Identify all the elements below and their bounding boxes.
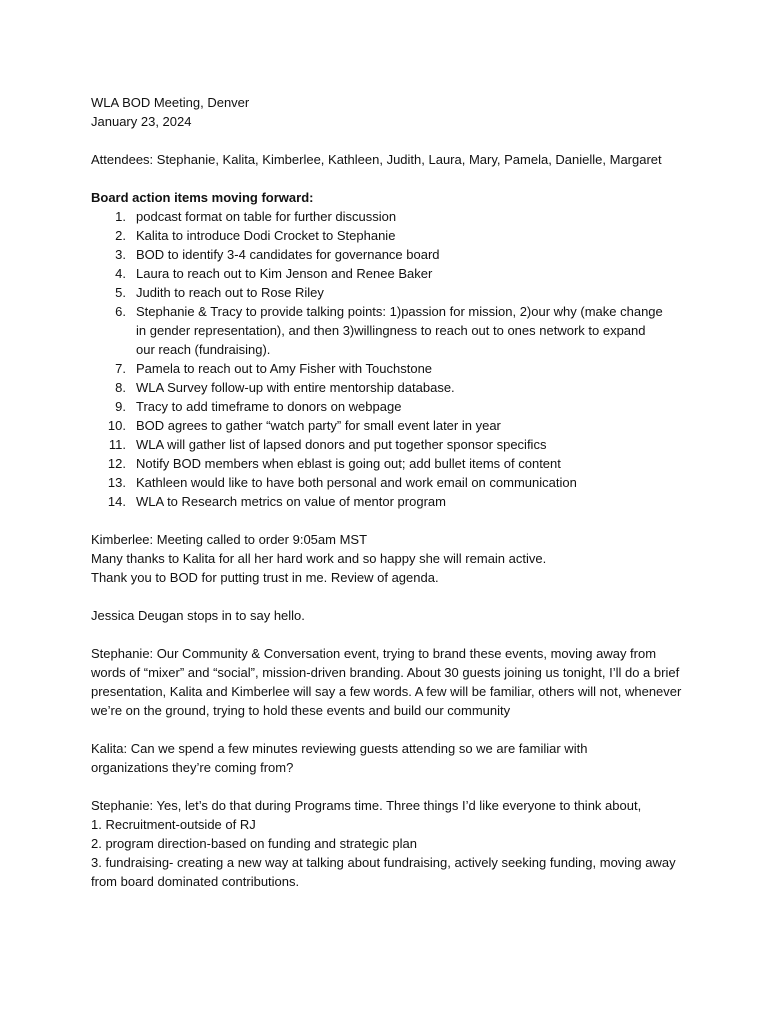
list-item-number: 3. xyxy=(115,247,126,262)
list-item xyxy=(91,302,666,359)
list-item-text: WLA will gather list of lapsed donors and put together sponsor specifics xyxy=(136,437,547,452)
meeting-date: January 23, 2024 xyxy=(91,114,192,129)
kimberlee-line: Kimberlee: Meeting called to order 9:05am MST xyxy=(91,532,368,547)
list-item-text: WLA Survey follow-up with entire mentorship database. xyxy=(136,380,455,395)
list-item-number: 4. xyxy=(115,266,126,281)
list-item-text: Laura to reach out to Kim Jenson and Renee Baker xyxy=(136,266,433,281)
list-item-number: 1. xyxy=(115,209,126,224)
list-item xyxy=(91,397,691,416)
list-item-number: 9. xyxy=(115,399,126,414)
action-items-list xyxy=(91,207,691,511)
list-item-text: Kathleen would like to have both personal and work email on communication xyxy=(136,475,577,490)
meeting-title: WLA BOD Meeting, Denver xyxy=(91,95,250,110)
list-item-number: 7. xyxy=(115,361,126,376)
list-item-number: 5. xyxy=(115,285,126,300)
list-item-text: Judith to reach out to Rose Riley xyxy=(136,285,324,300)
list-item-number: 8. xyxy=(115,380,126,395)
jessica-paragraph xyxy=(91,606,691,625)
list-item-text: Tracy to add timeframe to donors on webpage xyxy=(136,399,402,414)
list-item-text: Notify BOD members when eblast is going out; add bullet items of content xyxy=(136,456,561,471)
kimberlee-line: Many thanks to Kalita for all her hard work and so happy she will remain active. xyxy=(91,551,547,566)
list-item xyxy=(91,416,691,435)
stephanie-programs-line: 1. Recruitment-outside of RJ xyxy=(91,817,256,832)
list-item xyxy=(91,454,691,473)
list-item xyxy=(91,264,691,283)
list-item-text: Pamela to reach out to Amy Fisher with Touchstone xyxy=(136,361,433,376)
list-item-text: Kalita to introduce Dodi Crocket to Stephanie xyxy=(136,228,396,243)
stephanie-programs-paragraph xyxy=(91,796,686,891)
action-items-section xyxy=(91,188,691,511)
stephanie-programs-line: 3. fundraising- creating a new way at talking about fundraising, actively seeking funding, moving away from board dominated contributions. xyxy=(91,855,676,889)
list-item-number: 11. xyxy=(108,437,126,452)
list-item-number: 14. xyxy=(107,494,126,509)
stephanie-programs-line: 2. program direction-based on funding and strategic plan xyxy=(91,836,417,851)
attendees-paragraph xyxy=(91,150,691,169)
list-item xyxy=(91,207,691,226)
stephanie-programs-line: Stephanie: Yes, let’s do that during Programs time. Three things I’d like everyone to think about, xyxy=(91,798,642,813)
jessica-line: Jessica Deugan stops in to say hello. xyxy=(91,608,305,623)
list-item xyxy=(91,435,691,454)
list-item-text: Stephanie & Tracy to provide talking points: 1)passion for mission, 2)our why (make change in gender representation), and then 3)willingness to reach out to ones network to expand our reach (fundraising). xyxy=(136,304,663,357)
kimberlee-line: Thank you to BOD for putting trust in me. Review of agenda. xyxy=(91,570,439,585)
kalita-paragraph xyxy=(91,739,631,777)
list-item-number: 10. xyxy=(107,418,126,433)
document-header xyxy=(91,93,691,131)
list-item-text: WLA to Research metrics on value of mentor program xyxy=(136,494,446,509)
stephanie-event-paragraph xyxy=(91,644,683,720)
list-item xyxy=(91,245,691,264)
list-item-text: BOD agrees to gather “watch party” for small event later in year xyxy=(136,418,501,433)
action-items-heading: Board action items moving forward: xyxy=(91,190,314,205)
list-item xyxy=(91,492,691,511)
list-item-text: BOD to identify 3-4 candidates for governance board xyxy=(136,247,440,262)
list-item-number: 6. xyxy=(115,304,126,319)
kalita-text: Kalita: Can we spend a few minutes reviewing guests attending so we are familiar with organizations they’re coming from? xyxy=(91,741,588,775)
list-item xyxy=(91,473,691,492)
list-item-number: 2. xyxy=(115,228,126,243)
list-item xyxy=(91,359,691,378)
list-item-number: 12. xyxy=(107,456,126,471)
list-item xyxy=(91,378,691,397)
list-item-number: 13. xyxy=(107,475,126,490)
list-item xyxy=(91,283,691,302)
stephanie-event-text: Stephanie: Our Community & Conversation event, trying to brand these events, moving away from words of “mixer” and “social”, mission-driven branding. About 30 guests joining us tonight, I’ll do a brief presentation, Kalita and Kimberlee will say a few words. A few will be familiar, others will not, whenever we’re on the ground, trying to hold these events and build our community xyxy=(91,646,682,718)
list-item-text: podcast format on table for further discussion xyxy=(136,209,397,224)
list-item xyxy=(91,226,691,245)
document-page xyxy=(91,93,691,910)
kimberlee-paragraph xyxy=(91,530,691,587)
attendees-text: Attendees: Stephanie, Kalita, Kimberlee, Kathleen, Judith, Laura, Mary, Pamela, Danielle, Margaret xyxy=(91,152,662,167)
